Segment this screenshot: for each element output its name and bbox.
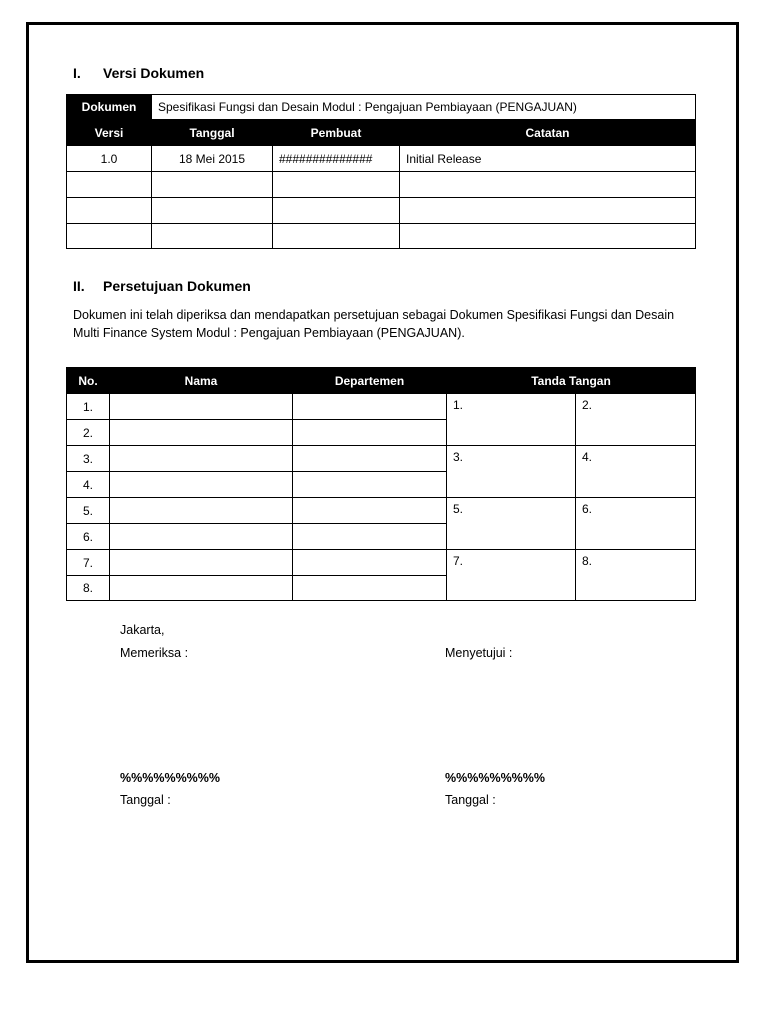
empty-cell (67, 198, 152, 224)
signature-cell: 4. (576, 446, 696, 498)
table-row (67, 172, 696, 198)
departemen-cell (293, 498, 447, 524)
signature-cell: 2. (576, 394, 696, 446)
empty-cell (400, 198, 696, 224)
table-row (67, 498, 696, 524)
nama-cell (110, 394, 293, 420)
table-row (67, 446, 696, 472)
header-departemen: Departemen (293, 368, 447, 394)
signoff-place: Jakarta, (120, 623, 165, 637)
document-row (67, 95, 696, 120)
section-heading-persetujuan (73, 278, 251, 294)
departemen-cell (293, 446, 447, 472)
cell-pembuat: ############## (273, 146, 400, 172)
empty-cell (273, 172, 400, 198)
signature-cell: 5. (447, 498, 576, 550)
row-number: 2. (67, 420, 110, 446)
nama-cell (110, 446, 293, 472)
header-tanda-tangan: Tanda Tangan (447, 368, 696, 394)
header-versi: Versi (67, 120, 152, 146)
table-row (67, 224, 696, 249)
nama-cell (110, 472, 293, 498)
row-number: 5. (67, 498, 110, 524)
approver-label: Menyetujui : (445, 646, 513, 660)
row-number: 4. (67, 472, 110, 498)
header-pembuat: Pembuat (273, 120, 400, 146)
table-row (67, 146, 696, 172)
empty-cell (273, 198, 400, 224)
empty-cell (152, 198, 273, 224)
header-no: No. (67, 368, 110, 394)
empty-cell (67, 224, 152, 249)
row-number: 7. (67, 550, 110, 576)
header-tanggal: Tanggal (152, 120, 273, 146)
row-number: 3. (67, 446, 110, 472)
departemen-cell (293, 472, 447, 498)
departemen-cell (293, 576, 447, 601)
nama-cell (110, 550, 293, 576)
row-number: 6. (67, 524, 110, 550)
cell-versi: 1.0 (67, 146, 152, 172)
cell-catatan: Initial Release (400, 146, 696, 172)
table-row (67, 394, 696, 420)
approval-header-row (67, 368, 696, 394)
departemen-cell (293, 550, 447, 576)
document-label: Dokumen (67, 95, 152, 120)
departemen-cell (293, 420, 447, 446)
header-nama: Nama (110, 368, 293, 394)
empty-cell (400, 172, 696, 198)
empty-cell (152, 224, 273, 249)
nama-cell (110, 498, 293, 524)
signature-cell: 1. (447, 394, 576, 446)
empty-cell (273, 224, 400, 249)
nama-cell (110, 420, 293, 446)
signature-cell: 6. (576, 498, 696, 550)
row-number: 1. (67, 394, 110, 420)
version-header-row (67, 120, 696, 146)
section-number: II. (73, 278, 85, 294)
nama-cell (110, 576, 293, 601)
approver-date-label: Tanggal : (445, 793, 496, 807)
section-title: Persetujuan Dokumen (103, 278, 251, 294)
signature-cell: 3. (447, 446, 576, 498)
version-table (66, 94, 696, 249)
table-row (67, 198, 696, 224)
cell-tanggal: 18 Mei 2015 (152, 146, 273, 172)
section-heading-versi (73, 65, 204, 81)
section-title: Versi Dokumen (103, 65, 205, 81)
approval-table (66, 367, 696, 601)
empty-cell (400, 224, 696, 249)
row-number: 8. (67, 576, 110, 601)
departemen-cell (293, 394, 447, 420)
empty-cell (67, 172, 152, 198)
nama-cell (110, 524, 293, 550)
checker-label: Memeriksa : (120, 646, 189, 660)
checker-name: %%%%%%%%% (120, 771, 221, 785)
signature-cell: 8. (576, 550, 696, 601)
checker-date-label: Tanggal : (120, 793, 171, 807)
signature-cell: 7. (447, 550, 576, 601)
document-value: Spesifikasi Fungsi dan Desain Modul : Pengajuan Pembiayaan (PENGAJUAN) (152, 95, 696, 120)
table-row (67, 550, 696, 576)
departemen-cell (293, 524, 447, 550)
approver-name: %%%%%%%%% (445, 771, 546, 785)
empty-cell (152, 172, 273, 198)
approval-paragraph: Dokumen ini telah diperiksa dan mendapatkan persetujuan sebagai Dokumen Spesifikasi Fungsi dan Desain Multi Finance System Modul : Pengajuan Pembiayaan (PENGAJUAN). (73, 308, 675, 340)
section-number: I. (73, 65, 81, 81)
header-catatan: Catatan (400, 120, 696, 146)
